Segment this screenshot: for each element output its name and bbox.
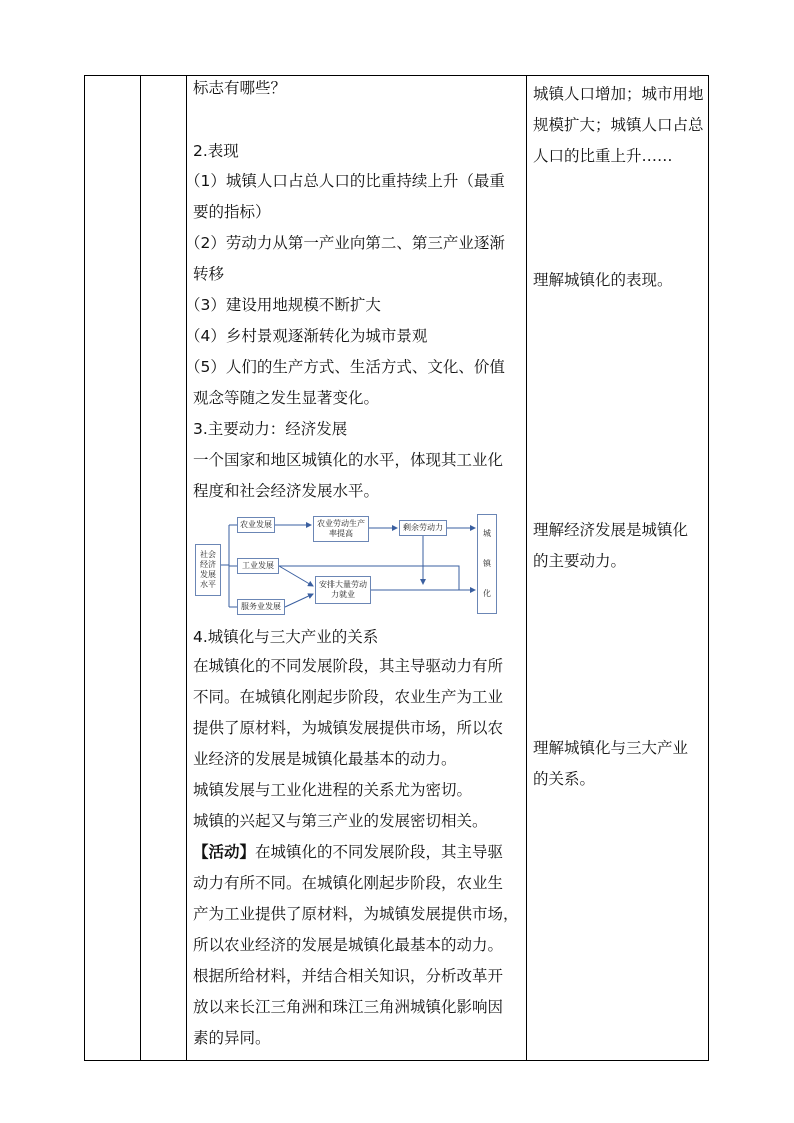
diagram-label: 农业劳动生产 — [317, 519, 365, 528]
text-line: 的关系。 — [533, 770, 596, 788]
text-line: 一个国家和地区城镇化的水平，体现其工业化 — [193, 451, 504, 469]
text-line: （4）乡村景观逐渐转化为城市景观 — [185, 327, 428, 345]
text-line: 程度和社会经济发展水平。 — [193, 482, 380, 500]
text-line: 理解城镇化与三大产业 — [533, 739, 689, 757]
economy-level-box — [195, 544, 221, 596]
diagram-label: 工业发展 — [242, 561, 274, 570]
text-line: 城镇人口增加；城市用地 — [533, 85, 704, 103]
surplus-labor-box — [399, 520, 447, 536]
text-line: 动力有所不同。在城镇化刚起步阶段，农业生 — [193, 874, 504, 892]
diagram-label: 经济 — [200, 560, 216, 569]
diagram-label: 剩余劳动力 — [403, 523, 443, 532]
activity-line — [193, 842, 503, 862]
text-line: （5）人们的生产方式、生活方式、文化、价值 — [185, 358, 505, 376]
diagram-label: 力就业 — [331, 590, 355, 599]
section-heading: 4.城镇化与三大产业的关系 — [193, 628, 379, 646]
diagram-label: 率提高 — [329, 529, 353, 538]
text-line: 所以农业经济的发展是城镇化最基本的动力。 — [193, 936, 504, 954]
diagram-label: 社会 — [200, 550, 216, 559]
diagram-label: 镇 — [483, 559, 491, 568]
text-line: 城镇的兴起又与第三产业的发展密切相关。 — [193, 812, 488, 830]
text-line: 规模扩大；城镇人口占总 — [533, 116, 704, 134]
urbanization-flow-diagram — [195, 514, 505, 616]
text-line: 放以来长江三角洲和珠江三角洲城镇化影响因 — [193, 998, 504, 1016]
service-box — [237, 599, 285, 615]
section-heading: 2.表现 — [193, 142, 239, 160]
column-divider-2 — [186, 76, 187, 1060]
text-line: 素的异同。 — [193, 1029, 271, 1047]
column-divider-3 — [526, 76, 527, 1060]
text-line: 不同。在城镇化刚起步阶段，农业生产为工业 — [193, 688, 504, 706]
text-line: （2）劳动力从第一产业向第二、第三产业逐渐 — [185, 234, 505, 252]
diagram-label: 发展 — [200, 570, 216, 579]
diagram-label: 城 — [483, 529, 491, 538]
labor-productivity-box — [313, 516, 369, 542]
activity-label: 【活动】 — [193, 843, 256, 861]
section-heading: 3.主要动力：经济发展 — [193, 420, 348, 438]
text-line: 根据所给材料，并结合相关知识，分析改革开 — [193, 967, 504, 985]
text-line: 要的指标） — [193, 203, 271, 221]
agriculture-box — [237, 517, 275, 533]
activity-text: 在城镇化的不同发展阶段，其主导驱 — [255, 843, 504, 861]
column-divider-1 — [140, 76, 141, 1060]
text-line: 标志有哪些？ — [193, 79, 287, 97]
diagram-label: 水平 — [200, 580, 216, 589]
lesson-table — [84, 75, 709, 1061]
text-line: （1）城镇人口占总人口的比重持续上升（最重 — [185, 172, 505, 190]
text-line: 转移 — [193, 265, 225, 283]
industry-box — [237, 558, 279, 574]
diagram-label: 化 — [483, 589, 491, 598]
text-line: 的主要动力。 — [533, 552, 627, 570]
text-line: 理解城镇化的表现。 — [533, 271, 673, 289]
diagram-label: 农业发展 — [240, 520, 272, 529]
diagram-label: 服务业发展 — [241, 602, 281, 611]
diagram-label: 安排大量劳动 — [319, 580, 367, 589]
text-line: 提供了原材料，为城镇发展提供市场，所以农 — [193, 719, 504, 737]
text-line: 产为工业提供了原材料，为城镇发展提供市场， — [193, 905, 519, 923]
urbanization-box — [477, 514, 497, 614]
employment-box — [315, 576, 371, 604]
text-line: 在城镇化的不同发展阶段，其主导驱动力有所 — [193, 657, 504, 675]
text-line: 理解经济发展是城镇化 — [533, 521, 689, 539]
text-line: 人口的比重上升…… — [533, 147, 673, 165]
text-line: 城镇发展与工业化进程的关系尤为密切。 — [193, 781, 473, 799]
text-line: 业经济的发展是城镇化最基本的动力。 — [193, 750, 457, 768]
text-line: 观念等随之发生显著变化。 — [193, 389, 380, 407]
text-line: （3）建设用地规模不断扩大 — [185, 296, 381, 314]
